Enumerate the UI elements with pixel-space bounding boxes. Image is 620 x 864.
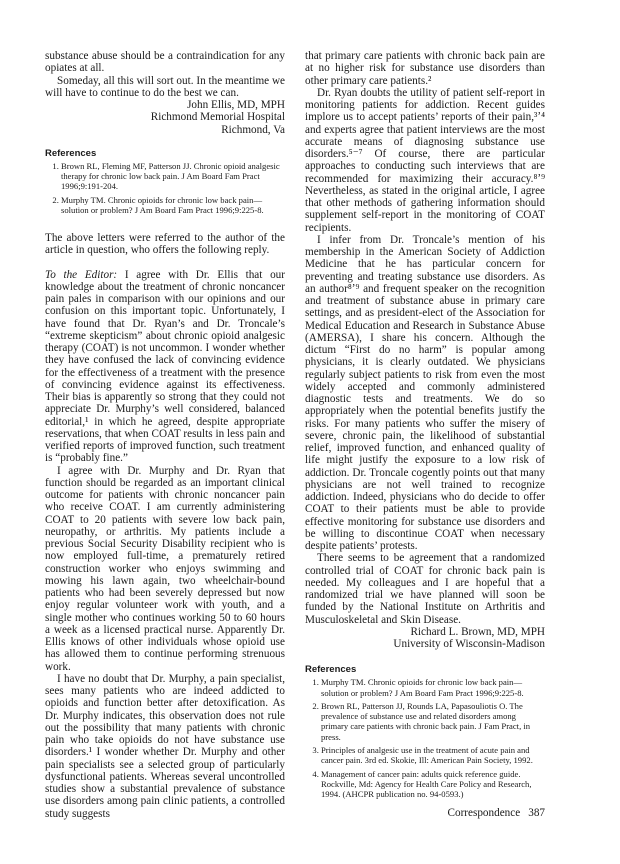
signature-ellis bbox=[45, 99, 285, 136]
signature-affiliation: University of Wisconsin-Madison bbox=[393, 638, 545, 650]
letter-closing: Someday, all this will sort out. In the meantime we will have to continue to do the best we can. bbox=[45, 74, 285, 99]
left-column bbox=[45, 50, 285, 820]
reply-text: I agree with Dr. Ellis that our knowledge about the treatment of chronic noncancer pain pales in comparison with our opinions and our confusion on this important topic. Unfortunately, I have found that Dr. Ryan’s and Dr. Troncale’s “extreme skepticism” about chronic opioid analgesic therapy (COAT) is not uncommon. I wonder whether they have confused the lack of convincing evidence for the effectiveness of a treatment with the presence of convincing evidence against its effectiveness. Their bias is apparently so strong that they could not appreciate Dr. Murphy’s well considered, balanced editorial,¹ in which he agreed, despite appropriate reservations, that when COAT results in less pain and verified reports of improved function, such treatment is “probably fine.” bbox=[45, 268, 285, 465]
referral-note: The above letters were referred to the author of the article in question, who offers the following reply. bbox=[45, 232, 285, 257]
footer-section: Correspondence bbox=[447, 807, 521, 819]
signature-brown bbox=[305, 626, 545, 651]
reference-item: 1. Brown RL, Fleming MF, Patterson JJ. Chronic opioid analgesic therapy for chronic low back pain. J Am Board Fam Pract 1996;9:191-204. bbox=[61, 161, 285, 192]
paragraph-ryan: Dr. Ryan doubts the utility of patient self-report in monitoring patients for addiction. Recent guides implore us to accept patients’ reports of their pain,³ʼ⁴ and experts agree that patient interviews are the most accurate means of diagnosing substance use disorders.⁵⁻⁷ Of course, there are particular approaches to conducting such interviews that are recommended for maximizing their accuracy.⁸ʼ⁹ Nevertheless, as stated in the original article, I agree that other methods of gathering information should supplement self-report in the monitoring of COAT recipients. bbox=[305, 86, 545, 234]
references-list bbox=[305, 677, 545, 799]
right-column bbox=[305, 50, 545, 803]
reference-item: 2. Murphy TM. Chronic opioids for chronic low back pain—solution or problem? J Am Board Fam Pract 1996;9:225-8. bbox=[61, 195, 285, 216]
reply-salutation: To the Editor: bbox=[45, 268, 118, 281]
letter-continuation: substance abuse should be a contraindication for any opiates at all. bbox=[45, 50, 285, 75]
reference-item: 1. Murphy TM. Chronic opioids for chronic low back pain—solution or problem? J Am Board Fam Pract 1996;9:225-8. bbox=[321, 677, 545, 698]
signature-name: Richard L. Brown, MD, MPH bbox=[410, 625, 545, 638]
reply-paragraph bbox=[45, 269, 285, 465]
reference-item: 4. Management of cancer pain: adults quick reference guide. Rockville, Md: Agency for Health Care Policy and Research, 1994. (AHCPR publication no. 94-0593.) bbox=[321, 769, 545, 800]
page-number: 387 bbox=[528, 807, 545, 819]
signature-affiliation: Richmond Memorial Hospital bbox=[150, 111, 285, 124]
paragraph-troncale: I infer from Dr. Troncale’s mention of his membership in the American Society of Addiction Medicine that he has particular concern for preventing and treating substance use disorders. As an author⁸ʼ⁹ and frequent speaker on the recognition and treatment of substance abuse in primary care settings, and as president-elect of the Association for Medical Education and Research in Substance Abuse (AMERSA), I share his concern. Although the dictum “First do no harm” is popular among physicians, it is clearly outdated. We physicians regularly subject patients to risk from even the most widely accepted and commonly administered diagnostic tests and treatments. We do so appropriately when the potential benefits justify the risks. For many patients who suffer the misery of severe, chronic pain, the likelihood of substantial relief, improved function, and enhanced quality of life might justify the exposure to a low risk of addiction. Dr. Troncale cogently points out that many physicians are not well trained to recognize addiction. Indeed, physicians who do decide to offer COAT to their patients must be able to provide effective monitoring for substance use disorders and be willing to discontinue COAT when necessary despite patients’ protests. bbox=[305, 233, 545, 552]
reply-paragraph-3: I have no doubt that Dr. Murphy, a pain specialist, sees many patients who are indeed addicted to opioids and function better after detoxification. As Dr. Murphy indicates, this observation does not rule out the possibility that many patients with chronic pain who take opioids do not have substance use disorders.¹ I wonder whether Dr. Murphy and other pain specialists see a selected group of particularly dysfunctional patients. Whereas several uncontrolled studies show a substantial prevalence of substance use disorders among pain clinic patients, a controlled study suggests bbox=[45, 672, 285, 820]
paragraph-trial: There seems to be agreement that a randomized controlled trial of COAT for chronic back pain is needed. My colleagues and I are hopeful that a randomized trial we have planned will soon be funded by the National Institute on Arthritis and Musculoskeletal and Skin Disease. bbox=[305, 552, 545, 626]
references-heading: References bbox=[305, 664, 357, 676]
references-heading: References bbox=[45, 147, 97, 159]
page-footer bbox=[440, 807, 545, 819]
reply-paragraph-2: I agree with Dr. Murphy and Dr. Ryan that function should be regarded as an important clinical outcome for patients with chronic noncancer pain who receive COAT. I am currently administering COAT to 20 patients with severe low back pain, neuropathy, or arthritis. My patients include a previous Social Security Disability recipient who is now employed full-time, a prematurely retired construction worker who enjoys swimming and mowing his lawn again, two wheelchair-bound patients who had been severely depressed but now enjoy regular volunteer work with youth, and a single mother who continues working 50 to 60 hours a week as a licensed practical nurse. Apparently Dr. Ellis knows of other individuals whose opioid use has allowed them to continue performing strenuous work. bbox=[45, 464, 285, 673]
signature-location: Richmond, Va bbox=[221, 123, 285, 136]
references-list bbox=[45, 161, 285, 215]
paragraph-continuation: that primary care patients with chronic back pain are at no higher risk for substance use disorders than other primary care patients.² bbox=[305, 50, 545, 87]
signature-name: John Ellis, MD, MPH bbox=[187, 99, 285, 111]
reference-item: 2. Brown RL, Patterson JJ, Rounds LA, Papasouliotis O. The prevalence of substance use and related disorders among primary care patients with chronic back pain. J Fam Pract, in press. bbox=[321, 701, 545, 742]
reference-item: 3. Principles of analgesic use in the treatment of acute pain and cancer pain. 3rd ed. Skokie, Ill: American Pain Society, 1992. bbox=[321, 745, 545, 766]
